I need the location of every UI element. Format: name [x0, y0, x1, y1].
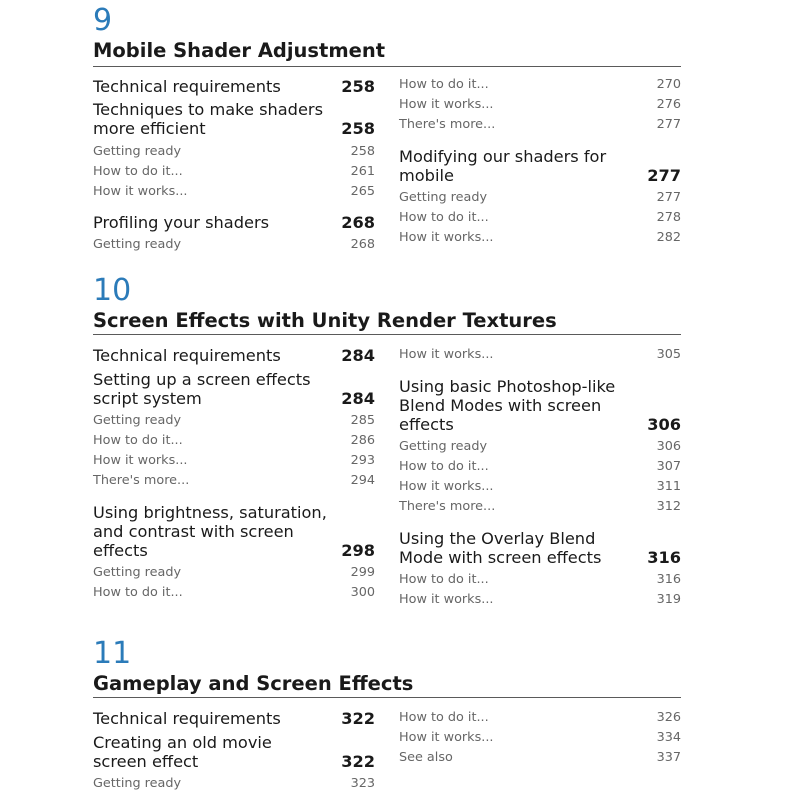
entry-page: 258 [350, 144, 375, 159]
toc-subentry[interactable] [399, 210, 681, 226]
chapter-number: 10 [93, 273, 132, 308]
entry-title: Profiling your shaders [93, 213, 270, 232]
entry-title: How to do it... [399, 459, 489, 474]
toc-subentry[interactable] [93, 164, 375, 180]
entry-title: How to do it... [399, 77, 489, 92]
entry-page: 278 [656, 210, 681, 225]
toc-entry[interactable] [93, 77, 375, 96]
entry-page: 326 [656, 710, 681, 725]
entry-title: How to do it... [399, 572, 489, 587]
chapter-title: Mobile Shader Adjustment [93, 39, 386, 62]
entry-page: 316 [647, 548, 681, 567]
entry-page: 284 [341, 346, 375, 365]
toc-entry[interactable] [93, 503, 375, 560]
entry-title: Getting ready [93, 565, 182, 580]
entry-title: How it works... [399, 97, 494, 112]
toc-subentry[interactable] [399, 97, 681, 113]
entry-page: 270 [656, 77, 681, 92]
toc-entry[interactable] [93, 100, 375, 138]
entry-title: Getting ready [93, 413, 182, 428]
entry-title: Getting ready [93, 144, 182, 159]
entry-page: 276 [656, 97, 681, 112]
entry-page: 300 [350, 585, 375, 600]
entry-title: How it works... [399, 347, 494, 362]
entry-title: See also [399, 750, 453, 765]
entry-page: 305 [656, 347, 681, 362]
chapter-divider [93, 334, 681, 335]
entry-title: How it works... [93, 453, 188, 468]
entry-title: How to do it... [399, 710, 489, 725]
toc-subentry[interactable] [399, 750, 681, 766]
entry-title: How to do it... [93, 164, 183, 179]
toc-subentry[interactable] [399, 479, 681, 495]
entry-title: There's more... [399, 117, 496, 132]
entry-title: How to do it... [399, 210, 489, 225]
entry-page: 258 [341, 77, 375, 96]
toc-subentry[interactable] [93, 776, 375, 792]
entry-title: How it works... [399, 592, 494, 607]
toc-subentry[interactable] [399, 230, 681, 246]
chapter-number: 9 [93, 3, 113, 38]
entry-title: Getting ready [399, 439, 488, 454]
entry-page: 319 [656, 592, 681, 607]
toc-subentry[interactable] [399, 710, 681, 726]
entry-title: Technical requirements [93, 346, 281, 365]
entry-page: 311 [656, 479, 681, 494]
chapter-divider [93, 66, 681, 67]
entry-title: Technical requirements [93, 77, 281, 96]
entry-page: 286 [350, 433, 375, 448]
entry-title: How it works... [399, 730, 494, 745]
toc-entry[interactable] [93, 213, 375, 232]
entry-page: 265 [350, 184, 375, 199]
toc-subentry[interactable] [93, 565, 375, 581]
entry-page: 298 [341, 541, 375, 560]
toc-subentry[interactable] [399, 77, 681, 93]
toc-entry[interactable] [93, 733, 375, 771]
entry-title: How it works... [399, 230, 494, 245]
toc-subentry[interactable] [93, 237, 375, 253]
toc-subentry[interactable] [93, 473, 375, 489]
entry-page: 322 [341, 752, 375, 771]
entry-page: 268 [350, 237, 375, 252]
toc-entry[interactable] [93, 370, 375, 408]
entry-page: 316 [656, 572, 681, 587]
toc-subentry[interactable] [399, 190, 681, 206]
entry-page: 307 [656, 459, 681, 474]
entry-page: 337 [656, 750, 681, 765]
entry-title: Getting ready [93, 237, 182, 252]
entry-title: Modifying our shaders for mobile [399, 147, 607, 185]
entry-title: Getting ready [93, 776, 182, 791]
entry-page: 306 [656, 439, 681, 454]
entry-title: Techniques to make shaders more efficient [93, 100, 324, 138]
toc-subentry[interactable] [93, 433, 375, 449]
entry-page: 277 [647, 166, 681, 185]
entry-title: There's more... [93, 473, 190, 488]
entry-title: How to do it... [93, 585, 183, 600]
entry-page: 284 [341, 389, 375, 408]
entry-page: 261 [350, 164, 375, 179]
toc-entry[interactable] [399, 529, 681, 567]
entry-page: 322 [341, 709, 375, 728]
entry-page: 258 [341, 119, 375, 138]
toc-subentry[interactable] [93, 453, 375, 469]
entry-title: Using the Overlay Blend Mode with screen effects [399, 529, 602, 567]
toc-subentry[interactable] [93, 585, 375, 601]
toc-entry[interactable] [93, 346, 375, 365]
entry-title: Using basic Photoshop-like Blend Modes with screen effects [399, 377, 616, 434]
toc-subentry[interactable] [399, 117, 681, 133]
entry-page: 323 [350, 776, 375, 791]
entry-page: 277 [656, 117, 681, 132]
entry-page: 282 [656, 230, 681, 245]
entry-title: Getting ready [399, 190, 488, 205]
entry-page: 293 [350, 453, 375, 468]
toc-subentry[interactable] [93, 144, 375, 160]
entry-title: How it works... [399, 479, 494, 494]
entry-title: Creating an old movie screen effect [93, 733, 272, 771]
toc-subentry[interactable] [399, 439, 681, 455]
toc-entry[interactable] [93, 709, 375, 728]
toc-subentry[interactable] [93, 413, 375, 429]
chapter-title: Screen Effects with Unity Render Textures [93, 309, 557, 332]
toc-subentry[interactable] [399, 499, 681, 515]
entry-title: Technical requirements [93, 709, 281, 728]
entry-page: 277 [656, 190, 681, 205]
toc-subentry[interactable] [93, 184, 375, 200]
entry-page: 294 [350, 473, 375, 488]
entry-title: How to do it... [93, 433, 183, 448]
entry-page: 268 [341, 213, 375, 232]
toc-entry[interactable] [399, 377, 681, 434]
entry-page: 285 [350, 413, 375, 428]
entry-page: 334 [656, 730, 681, 745]
entry-title: There's more... [399, 499, 496, 514]
toc-subentry[interactable] [399, 459, 681, 475]
entry-page: 299 [350, 565, 375, 580]
entry-title: How it works... [93, 184, 188, 199]
toc-subentry[interactable] [399, 347, 681, 363]
chapter-number: 11 [93, 636, 132, 671]
toc-entry[interactable] [399, 147, 681, 185]
entry-page: 306 [647, 415, 681, 434]
toc-subentry[interactable] [399, 730, 681, 746]
chapter-title: Gameplay and Screen Effects [93, 672, 414, 695]
entry-title: Using brightness, saturation, and contrast with screen effects [93, 503, 327, 560]
chapter-divider [93, 697, 681, 698]
entry-page: 312 [656, 499, 681, 514]
toc-subentry[interactable] [399, 572, 681, 588]
toc-subentry[interactable] [399, 592, 681, 608]
entry-title: Setting up a screen effects script system [93, 370, 311, 408]
